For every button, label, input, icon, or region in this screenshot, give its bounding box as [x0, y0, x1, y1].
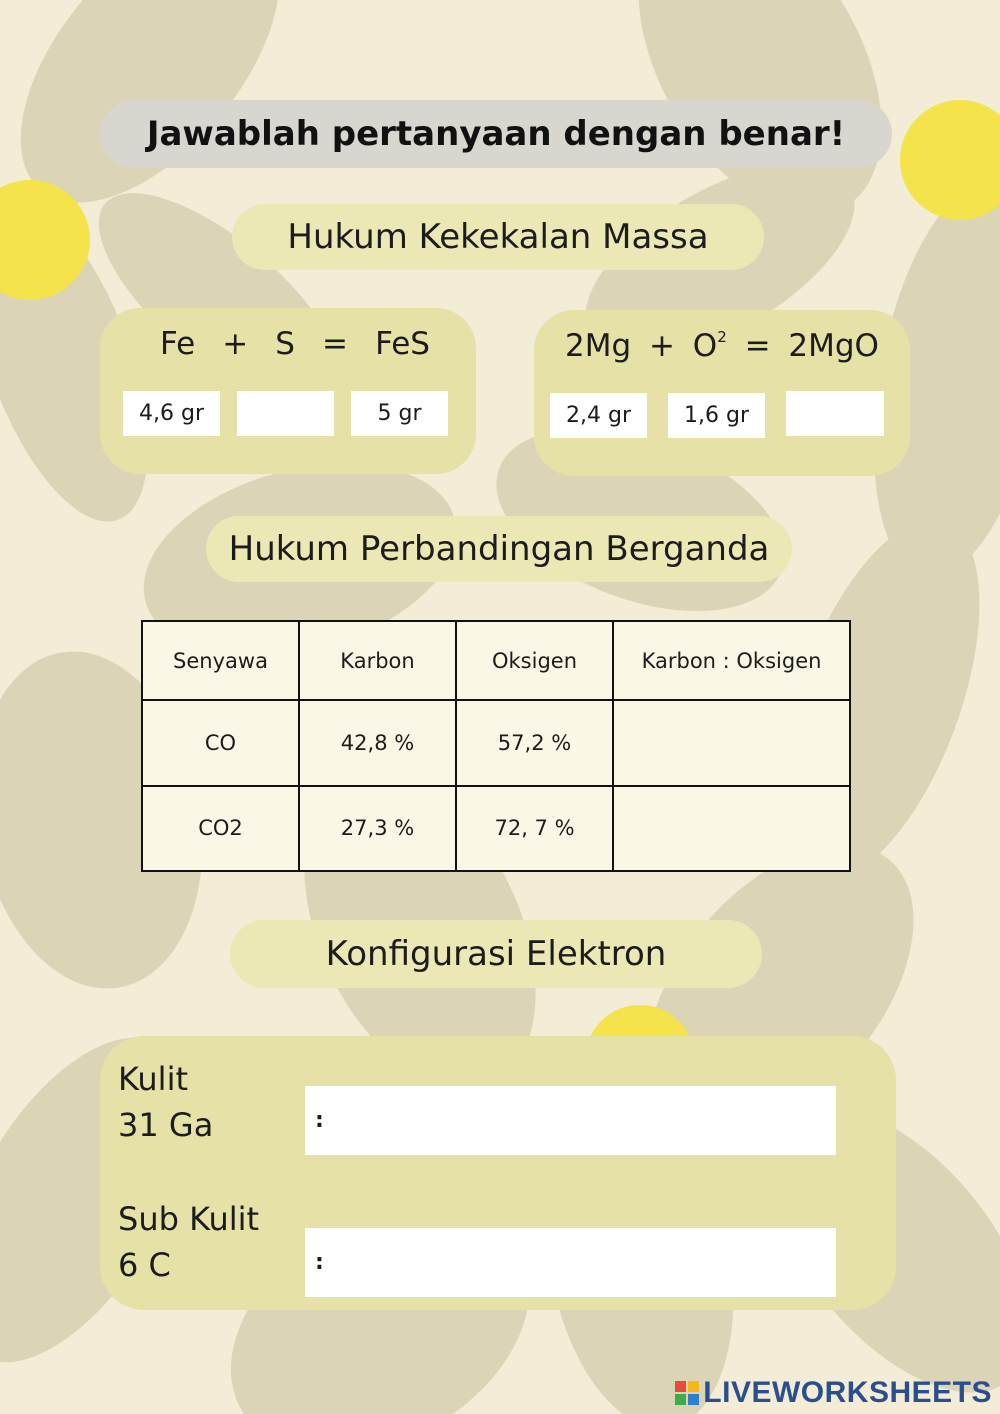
liveworksheets-logo-icon [675, 1381, 699, 1405]
section-heading-pill [232, 204, 764, 270]
equals-sign: = [322, 326, 349, 362]
reactant-s: S [275, 326, 295, 362]
section-heading-berganda: Hukum Perbandingan Berganda [228, 529, 770, 569]
brand-text: LIVEWORKSHEETS [703, 1376, 992, 1409]
instruction-title: Jawablah pertanyaan dengan benar! [146, 114, 846, 154]
answer-input-s-mass[interactable] [237, 391, 334, 436]
mass-box-fe [123, 391, 220, 436]
liveworksheets-logo [675, 1376, 992, 1410]
equation-mgo [565, 324, 879, 368]
config-label-line: Sub Kulit [118, 1200, 260, 1238]
config-answer-field[interactable] [335, 1227, 836, 1298]
config-input-subkulit[interactable] [305, 1228, 836, 1297]
ratio-answer-field[interactable] [614, 786, 853, 871]
mass-value: 5 gr [377, 401, 422, 426]
mass-value: 4,6 gr [139, 401, 204, 426]
reactant-o [693, 328, 727, 364]
config-label-element: 6 C [118, 1246, 171, 1284]
config-label-subkulit [118, 1196, 259, 1288]
colon: : [315, 1250, 324, 1275]
answer-input-mgo-mass[interactable] [786, 391, 884, 436]
header-ratio: Karbon : Oksigen [613, 621, 850, 700]
table-row [142, 786, 850, 871]
header-oksigen: Oksigen [456, 621, 613, 700]
instruction-banner [100, 100, 892, 168]
equals-sign: = [744, 328, 771, 364]
cell-ratio-input[interactable] [613, 700, 850, 785]
section-heading-konfigurasi: Konfigurasi Elektron [325, 934, 667, 974]
product-mgo: 2MgO [788, 328, 879, 364]
product-fes: FeS [375, 326, 430, 362]
mass-box-fes [351, 391, 448, 436]
mass-box-mg [550, 393, 647, 438]
answer-field[interactable] [786, 390, 884, 437]
oxygen-superscript: 2 [717, 328, 727, 346]
cell-karbon: 42,8 % [299, 700, 456, 785]
plus-sign: + [222, 326, 249, 362]
config-label-line: Kulit [118, 1060, 188, 1098]
cell-oksigen: 57,2 % [456, 700, 613, 785]
config-label-kulit [118, 1056, 213, 1148]
header-karbon: Karbon [299, 621, 456, 700]
plus-sign: + [648, 328, 675, 364]
cell-oksigen: 72, 7 % [456, 786, 613, 871]
mass-box-o2 [668, 393, 765, 438]
header-senyawa: Senyawa [142, 621, 299, 700]
answer-field[interactable] [237, 390, 334, 437]
section-heading-pill [206, 516, 792, 582]
config-label-element: 31 Ga [118, 1106, 214, 1144]
config-input-kulit[interactable] [305, 1086, 836, 1155]
cell-senyawa: CO2 [142, 786, 299, 871]
reactant-mg: 2Mg [565, 328, 632, 364]
table-row [142, 700, 850, 785]
oxygen-symbol: O [692, 328, 718, 364]
reactant-fe: Fe [160, 326, 196, 362]
mass-value: 2,4 gr [566, 403, 631, 428]
config-answer-field[interactable] [335, 1085, 836, 1156]
section-heading-kekekalan: Hukum Kekekalan Massa [287, 217, 709, 257]
cell-karbon: 27,3 % [299, 786, 456, 871]
section-heading-pill [230, 920, 762, 988]
mass-value: 1,6 gr [684, 403, 749, 428]
equation-fes [160, 322, 430, 366]
composition-table [141, 620, 851, 872]
table-header-row [142, 621, 850, 700]
cell-senyawa: CO [142, 700, 299, 785]
ratio-answer-field[interactable] [614, 700, 853, 785]
colon: : [315, 1108, 324, 1133]
cell-ratio-input[interactable] [613, 786, 850, 871]
